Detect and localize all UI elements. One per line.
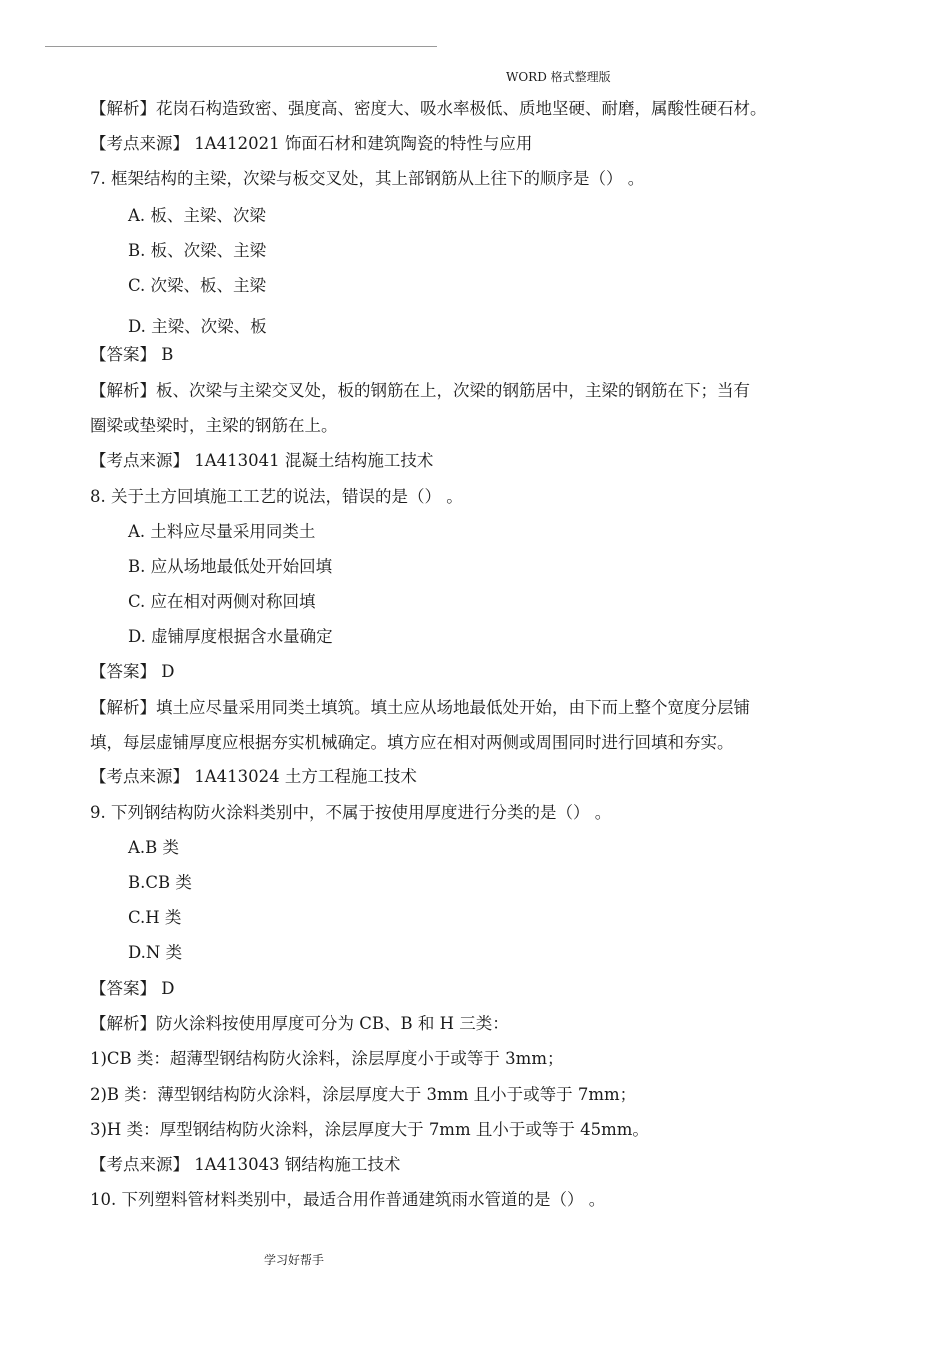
text-line: D. 主梁、次梁、板 [128,317,267,336]
text-line: 【考点来源】 1A412021 饰面石材和建筑陶瓷的特性与应用 [90,134,533,153]
text-line: D.N 类 [128,943,183,962]
text-line: C. 应在相对两侧对称回填 [128,592,316,611]
page-header: WORD 格式整理版 [506,70,611,84]
text-line: B. 板、次梁、主梁 [128,241,267,260]
text-line: A. 土料应尽量采用同类土 [128,522,316,541]
page-footer: 学习好帮手 [264,1253,325,1267]
text-line: 1)CB 类：超薄型钢结构防火涂料，涂层厚度小于或等于 3mm； [90,1049,564,1068]
text-line: C. 次梁、板、主梁 [128,276,267,295]
text-line: 【解析】板、次梁与主梁交叉处，板的钢筋在上，次梁的钢筋居中，主梁的钢筋在下；当有 [90,381,750,400]
text-line: 8. 关于土方回填施工工艺的说法，错误的是（） 。 [90,487,463,506]
text-line: 7. 框架结构的主梁，次梁与板交叉处，其上部钢筋从上往下的顺序是（） 。 [90,169,645,188]
header-rule [45,46,437,47]
text-line: 【解析】防火涂料按使用厚度可分为 CB、B 和 H 三类： [90,1014,509,1033]
text-line: 2)B 类：薄型钢结构防火涂料，涂层厚度大于 3mm 且小于或等于 7mm； [90,1085,637,1104]
text-line: 填，每层虚铺厚度应根据夯实机械确定。填方应在相对两侧或周围同时进行回填和夯实。 [90,733,734,752]
text-line: 【考点来源】 1A413024 土方工程施工技术 [90,767,417,786]
text-line: 【解析】填土应尽量采用同类土填筑。填土应从场地最低处开始，由下而上整个宽度分层铺 [90,698,750,717]
text-line: 9. 下列钢结构防火涂料类别中，不属于按使用厚度进行分类的是（） 。 [90,803,612,822]
text-line: 3)H 类：厚型钢结构防火涂料，涂层厚度大于 7mm 且小于或等于 45mm。 [90,1120,649,1139]
text-line: C.H 类 [128,908,182,927]
text-line: 【答案】 D [90,979,175,998]
text-line: A. 板、主梁、次梁 [128,206,266,225]
text-line: 【考点来源】 1A413041 混凝土结构施工技术 [90,451,434,470]
text-line: B. 应从场地最低处开始回填 [128,557,333,576]
text-line: 10. 下列塑料管材料类别中，最适合用作普通建筑雨水管道的是（） 。 [90,1190,606,1209]
text-line: A.B 类 [128,838,180,857]
text-line: 【考点来源】 1A413043 钢结构施工技术 [90,1155,401,1174]
text-line: 【解析】花岗石构造致密、强度高、密度大、吸水率极低、质地坚硬、耐磨，属酸性硬石材。 [90,99,767,118]
text-line: D. 虚铺厚度根据含水量确定 [128,627,333,646]
text-line: 【答案】 D [90,662,175,681]
text-line: B.CB 类 [128,873,192,892]
text-line: 【答案】 B [90,345,174,364]
text-line: 圈梁或垫梁时，主梁的钢筋在上。 [90,416,338,435]
